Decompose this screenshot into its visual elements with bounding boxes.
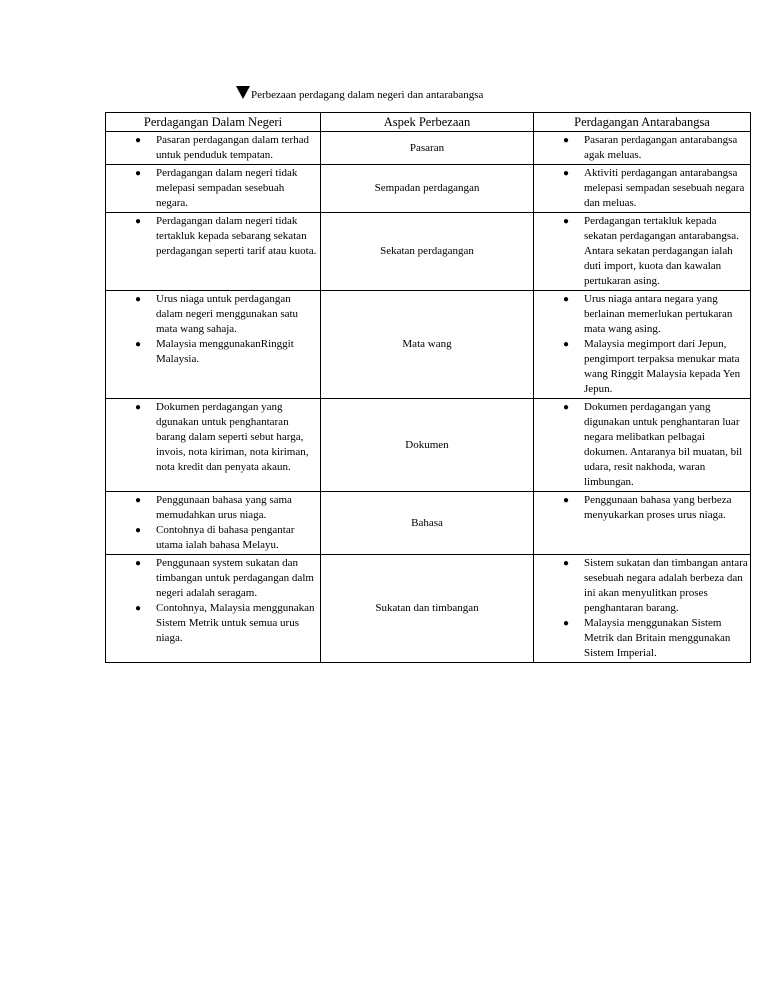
- international-cell: [534, 555, 751, 663]
- bullet-icon: ●: [563, 216, 570, 227]
- list-item-text: Penggunaan bahasa yang sama memudahkan urus niaga.: [156, 494, 292, 521]
- list-item-text: Dokumen perdagangan yang dgunakan untuk penghantaran barang dalam seperti sebut harga, invois, nota kiriman, nota kiriman, nota kredit dan penyata akaun.: [156, 401, 309, 473]
- bullet-icon: ●: [563, 339, 570, 350]
- aspect-cell: Sukatan dan timbangan: [321, 555, 534, 663]
- bullet-list: [106, 493, 318, 553]
- bullet-list: [534, 292, 748, 397]
- international-cell: [534, 492, 751, 555]
- table-row: [106, 555, 751, 663]
- header-domestic-trade: Perdagangan Dalam Negeri: [106, 113, 321, 132]
- domestic-cell: [106, 213, 321, 291]
- list-item-text: Dokumen perdagangan yang digunakan untuk penghantaran luar negara melibatkan pelbagai dokumen. Antaranya bil muatan, bil udara, resit nakhoda, waran limbungan.: [584, 401, 743, 488]
- list-item-text: Penggunaan system sukatan dan timbangan untuk perdagangan dalm negeri adalah seragam.: [156, 557, 314, 599]
- list-item: [534, 292, 748, 337]
- bullet-list: [106, 214, 318, 259]
- international-cell: [534, 399, 751, 492]
- bullet-icon: ●: [563, 294, 570, 305]
- list-item: [534, 133, 748, 163]
- bullet-icon: ●: [135, 402, 142, 413]
- list-item: [534, 400, 748, 490]
- bullet-icon: ●: [563, 168, 570, 179]
- bullet-icon: ●: [563, 558, 570, 569]
- bullet-list: [106, 133, 318, 163]
- bullet-list: [534, 493, 748, 523]
- aspect-cell: Pasaran: [321, 132, 534, 165]
- list-item-text: Penggunaan bahasa yang berbeza menyukarkan proses urus niaga.: [584, 494, 732, 521]
- aspect-cell: Sekatan perdagangan: [321, 213, 534, 291]
- list-item-text: Perdagangan dalam negeri tidak melepasi sempadan sesebuah negara.: [156, 167, 298, 209]
- list-item: [534, 214, 748, 289]
- international-cell: [534, 132, 751, 165]
- list-item-text: Perdagangan dalam negeri tidak tertakluk kepada sebarang sekatan perdagangan seperti tarif atau kuota.: [156, 215, 317, 257]
- list-item: [106, 523, 318, 553]
- bullet-icon: ●: [563, 402, 570, 413]
- international-cell: [534, 213, 751, 291]
- table-header-row: [106, 113, 751, 132]
- list-item: [106, 493, 318, 523]
- list-item: [534, 616, 748, 661]
- document-title: [236, 86, 483, 102]
- bullet-icon: ●: [135, 168, 142, 179]
- bullet-icon: ●: [135, 603, 142, 614]
- list-item-text: Aktiviti perdagangan antarabangsa melepasi sempadan sesebuah negara dan meluas.: [584, 167, 745, 209]
- table-row: [106, 291, 751, 399]
- list-item: [106, 337, 318, 367]
- list-item: [534, 337, 748, 397]
- bullet-list: [106, 556, 318, 646]
- table-row: [106, 165, 751, 213]
- triangle-bullet-icon: [236, 86, 250, 99]
- list-item: [106, 292, 318, 337]
- domestic-cell: [106, 555, 321, 663]
- domestic-cell: [106, 165, 321, 213]
- document-title-text: Perbezaan perdagang dalam negeri dan antarabangsa: [251, 89, 484, 101]
- aspect-cell: Sempadan perdagangan: [321, 165, 534, 213]
- international-cell: [534, 165, 751, 213]
- list-item: [534, 556, 748, 616]
- list-item: [106, 133, 318, 163]
- header-international-trade: Perdagangan Antarabangsa: [534, 113, 751, 132]
- aspect-cell: Dokumen: [321, 399, 534, 492]
- table-row: [106, 213, 751, 291]
- list-item-text: Urus niaga untuk perdagangan dalam negeri menggunakan satu mata wang sahaja.: [156, 293, 299, 335]
- list-item: [106, 601, 318, 646]
- table-row: [106, 399, 751, 492]
- list-item-text: Pasaran perdagangan antarabangsa agak meluas.: [584, 134, 738, 161]
- list-item-text: Perdagangan tertakluk kepada sekatan perdagangan antarabangsa. Antara sekatan perdagangan ialah duti import, kuota dan kawalan pertukaran asing.: [584, 215, 739, 287]
- table-row: [106, 492, 751, 555]
- list-item-text: Sistem sukatan dan timbangan antara sesebuah negara adalah berbeza dan ini akan menyulitkan proses penghantaran barang.: [584, 557, 748, 614]
- bullet-icon: ●: [563, 135, 570, 146]
- list-item-text: Malaysia menggunakan Sistem Metrik dan Britain menggunakan Sistem Imperial.: [584, 617, 731, 659]
- list-item-text: Pasaran perdagangan dalam terhad untuk penduduk tempatan.: [156, 134, 310, 161]
- domestic-cell: [106, 492, 321, 555]
- comparison-table: [105, 112, 751, 663]
- list-item: [534, 493, 748, 523]
- bullet-list: [106, 166, 318, 211]
- domestic-cell: [106, 291, 321, 399]
- bullet-icon: ●: [135, 294, 142, 305]
- bullet-icon: ●: [135, 495, 142, 506]
- international-cell: [534, 291, 751, 399]
- list-item: [106, 400, 318, 475]
- domestic-cell: [106, 399, 321, 492]
- bullet-icon: ●: [563, 495, 570, 506]
- aspect-cell: Bahasa: [321, 492, 534, 555]
- list-item-text: Malaysia menggunakanRinggit Malaysia.: [156, 338, 294, 365]
- list-item: [106, 214, 318, 259]
- list-item-text: Contohnya di bahasa pengantar utama ialah bahasa Melayu.: [156, 524, 295, 551]
- header-difference-aspect: Aspek Perbezaan: [321, 113, 534, 132]
- table-row: [106, 132, 751, 165]
- list-item-text: Contohnya, Malaysia menggunakan Sistem Metrik untuk semua urus niaga.: [156, 602, 315, 644]
- list-item: [106, 556, 318, 601]
- bullet-icon: ●: [563, 618, 570, 629]
- bullet-icon: ●: [135, 558, 142, 569]
- bullet-list: [534, 133, 748, 163]
- bullet-list: [534, 166, 748, 211]
- bullet-icon: ●: [135, 135, 142, 146]
- aspect-cell: Mata wang: [321, 291, 534, 399]
- list-item-text: Malaysia megimport dari Jepun, pengimport terpaksa menukar mata wang Ringgit Malaysia kepada Yen Jepun.: [584, 338, 741, 395]
- bullet-list: [534, 400, 748, 490]
- bullet-list: [534, 556, 748, 661]
- bullet-icon: ●: [135, 216, 142, 227]
- list-item-text: Urus niaga antara negara yang berlainan memerlukan pertukaran mata wang asing.: [584, 293, 733, 335]
- bullet-list: [106, 292, 318, 367]
- bullet-icon: ●: [135, 339, 142, 350]
- list-item: [106, 166, 318, 211]
- bullet-icon: ●: [135, 525, 142, 536]
- list-item: [534, 166, 748, 211]
- bullet-list: [534, 214, 748, 289]
- bullet-list: [106, 400, 318, 475]
- domestic-cell: [106, 132, 321, 165]
